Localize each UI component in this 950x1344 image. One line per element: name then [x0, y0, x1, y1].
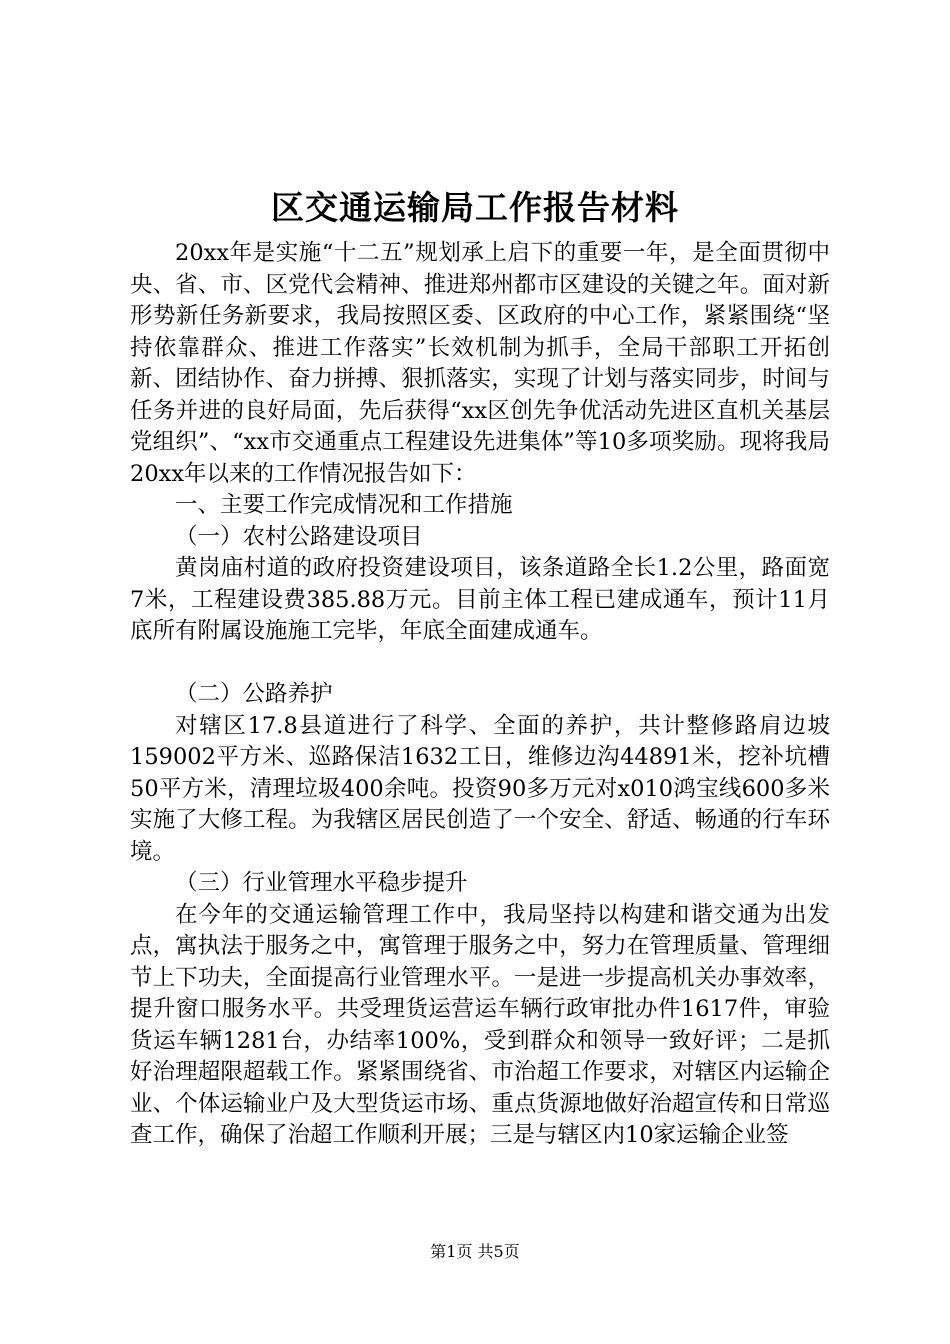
subsection-heading-3: （三）行业管理水平稳步提升: [175, 870, 468, 896]
page-number-footer: 第1页 共5页: [430, 1242, 520, 1261]
intro-paragraph: 20xx年是实施“十二五”规划承上启下的重要一年，是全面贯彻中央、省、市、区党代会精神、推进郑州都市区建设的关键之年。面对新形势新任务新要求，我局按照区委、区政府的中心工作，紧紧围绕“坚持依靠群众、推进工作落实”长效机制为抓手，全局干部职工开拓创新、团结协作、奋力拼搏、狠抓落实，实现了计划与落实同步，时间与任务并进的良好局面，先后获得“xx区创先争优活动先进区直机关基层党组织”、“xx市交通重点工程建设先进集体”等10多项奖励。现将我局20xx年以来的工作情况报告如下：: [130, 240, 830, 487]
subsection-heading-2: （二）公路养护: [175, 681, 333, 707]
document-title: 区交通运输局工作报告材料: [271, 188, 679, 227]
document-body: [130, 238, 830, 1152]
rural-road-paragraph: 黄岗庙村道的政府投资建设项目，该条道路全长1.2公里，路面宽7米，工程建设费385.88万元。目前主体工程已建成通车，预计11月底所有附属设施施工完毕，年底全面建成通车。: [130, 555, 830, 644]
paragraph-gap: [130, 648, 830, 680]
industry-management-paragraph: 在今年的交通运输管理工作中，我局坚持以构建和谐交通为出发点，寓执法于服务之中，寓管理于服务之中，努力在管理质量、管理细节上下功夫，全面提高行业管理水平。一是进一步提高机关办事效率，提升窗口服务水平。共受理货运营运车辆行政审批办件1617件，审验货运车辆1281台，办结率100%，受到群众和领导一致好评；二是抓好治理超限超载工作。紧紧围绕省、市治超工作要求，对辖区内运输企业、个体运输业户及大型货运市场、重点货源地做好治超宣传和日常巡查工作，确保了治超工作顺利开展；三是与辖区内10家运输企业签: [130, 901, 830, 1148]
road-maintenance-paragraph: 对辖区17.8县道进行了科学、全面的养护，共计整修路肩边坡159002平方米、巡路保洁1632工日，维修边沟44891米，挖补坑槽50平方米，清理垃圾400余吨。投资90多万元对x010鸿宝线600多米实施了大修工程。为我辖区居民创造了一个安全、舒适、畅通的行车环境。: [130, 712, 830, 865]
section-heading-1: 一、主要工作完成情况和工作措施: [175, 492, 513, 518]
subsection-heading-1: （一）农村公路建设项目: [175, 523, 423, 550]
